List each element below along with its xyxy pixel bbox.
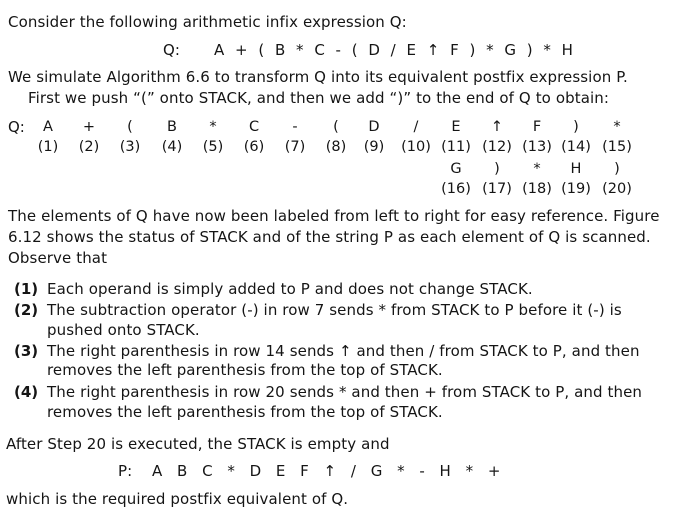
q-symbol-6: C: [248, 119, 260, 135]
para1-line2: 6.12 shows the status of STACK and of the string P as each element of Q is scanned.: [8, 228, 651, 246]
item-3-line2: removes the left parenthesis from the top of STACK.: [47, 361, 443, 379]
q-symbol-10: /: [413, 119, 419, 135]
q-index-16: (16): [441, 181, 471, 197]
q-index-11: (11): [441, 139, 471, 155]
q-symbol-13: F: [532, 119, 542, 135]
final-line: which is the required postfix equivalent of Q.: [6, 490, 349, 508]
q-index-5: (5): [202, 139, 224, 155]
q-table-label: Q:: [8, 118, 25, 136]
simulate-line-1: We simulate Algorithm 6.6 to transform Q into its equivalent postfix expression P.: [8, 68, 628, 86]
q-symbol-20: ): [614, 161, 620, 177]
q-symbol-14: ): [573, 119, 579, 135]
q-index-12: (12): [482, 139, 512, 155]
item-1-line1: Each operand is simply added to P and does not change STACK.: [47, 280, 533, 298]
q-symbol-17: ): [494, 161, 500, 177]
q-index-18: (18): [522, 181, 552, 197]
q-index-19: (19): [561, 181, 591, 197]
q-index-20: (20): [602, 181, 632, 197]
q-index-4: (4): [161, 139, 183, 155]
q-symbol-5: *: [209, 119, 217, 135]
q-expression-label: Q:: [163, 41, 181, 59]
q-symbol-7: -: [292, 119, 298, 135]
q-symbol-1: A: [43, 119, 53, 135]
simulate-line-2: First we push “(” onto STACK, and then we add “)” to the end of Q to obtain:: [28, 89, 610, 107]
q-index-7: (7): [284, 139, 306, 155]
para1-line3: Observe that: [8, 249, 108, 267]
q-symbol-19: H: [570, 161, 582, 177]
q-index-8: (8): [325, 139, 347, 155]
q-symbol-11: E: [451, 119, 461, 135]
p-expression-label: P:: [118, 462, 133, 480]
q-index-17: (17): [482, 181, 512, 197]
q-index-6: (6): [243, 139, 265, 155]
item-4-number: (4): [14, 383, 39, 401]
p-expression: A B C * D E F ↑ / G * - H * +: [152, 462, 506, 480]
q-symbol-8: (: [333, 119, 339, 135]
q-index-14: (14): [561, 139, 591, 155]
item-1-number: (1): [14, 280, 39, 298]
q-index-3: (3): [119, 139, 141, 155]
after-line: After Step 20 is executed, the STACK is empty and: [6, 435, 390, 453]
q-symbol-2: +: [82, 119, 96, 135]
q-index-9: (9): [363, 139, 385, 155]
item-3-line1: The right parenthesis in row 14 sends ↑ and then / from STACK to P, and then: [47, 342, 640, 360]
item-2-line2: pushed onto STACK.: [47, 321, 200, 339]
q-symbol-4: B: [167, 119, 177, 135]
item-2-line1: The subtraction operator (-) in row 7 sends * from STACK to P before it (-) is: [47, 301, 622, 319]
q-index-15: (15): [602, 139, 632, 155]
q-index-2: (2): [78, 139, 100, 155]
q-index-1: (1): [37, 139, 59, 155]
item-4-line2: removes the left parenthesis from the top of STACK.: [47, 403, 443, 421]
q-index-10: (10): [401, 139, 431, 155]
q-symbol-9: D: [368, 119, 380, 135]
q-symbol-18: *: [533, 161, 541, 177]
item-4-line1: The right parenthesis in row 20 sends * and then + from STACK to P, and then: [47, 383, 643, 401]
q-expression: A + ( B * C - ( D / E ↑ F ) * G ) * H: [214, 41, 576, 59]
q-symbol-12: ↑: [490, 119, 504, 135]
q-symbol-15: *: [613, 119, 621, 135]
para1-line1: The elements of Q have now been labeled from left to right for easy reference. Figure: [8, 207, 660, 225]
item-2-number: (2): [14, 301, 39, 319]
q-index-13: (13): [522, 139, 552, 155]
item-3-number: (3): [14, 342, 39, 360]
q-symbol-16: G: [450, 161, 462, 177]
q-symbol-3: (: [127, 119, 133, 135]
intro-line: Consider the following arithmetic infix expression Q:: [8, 13, 407, 31]
